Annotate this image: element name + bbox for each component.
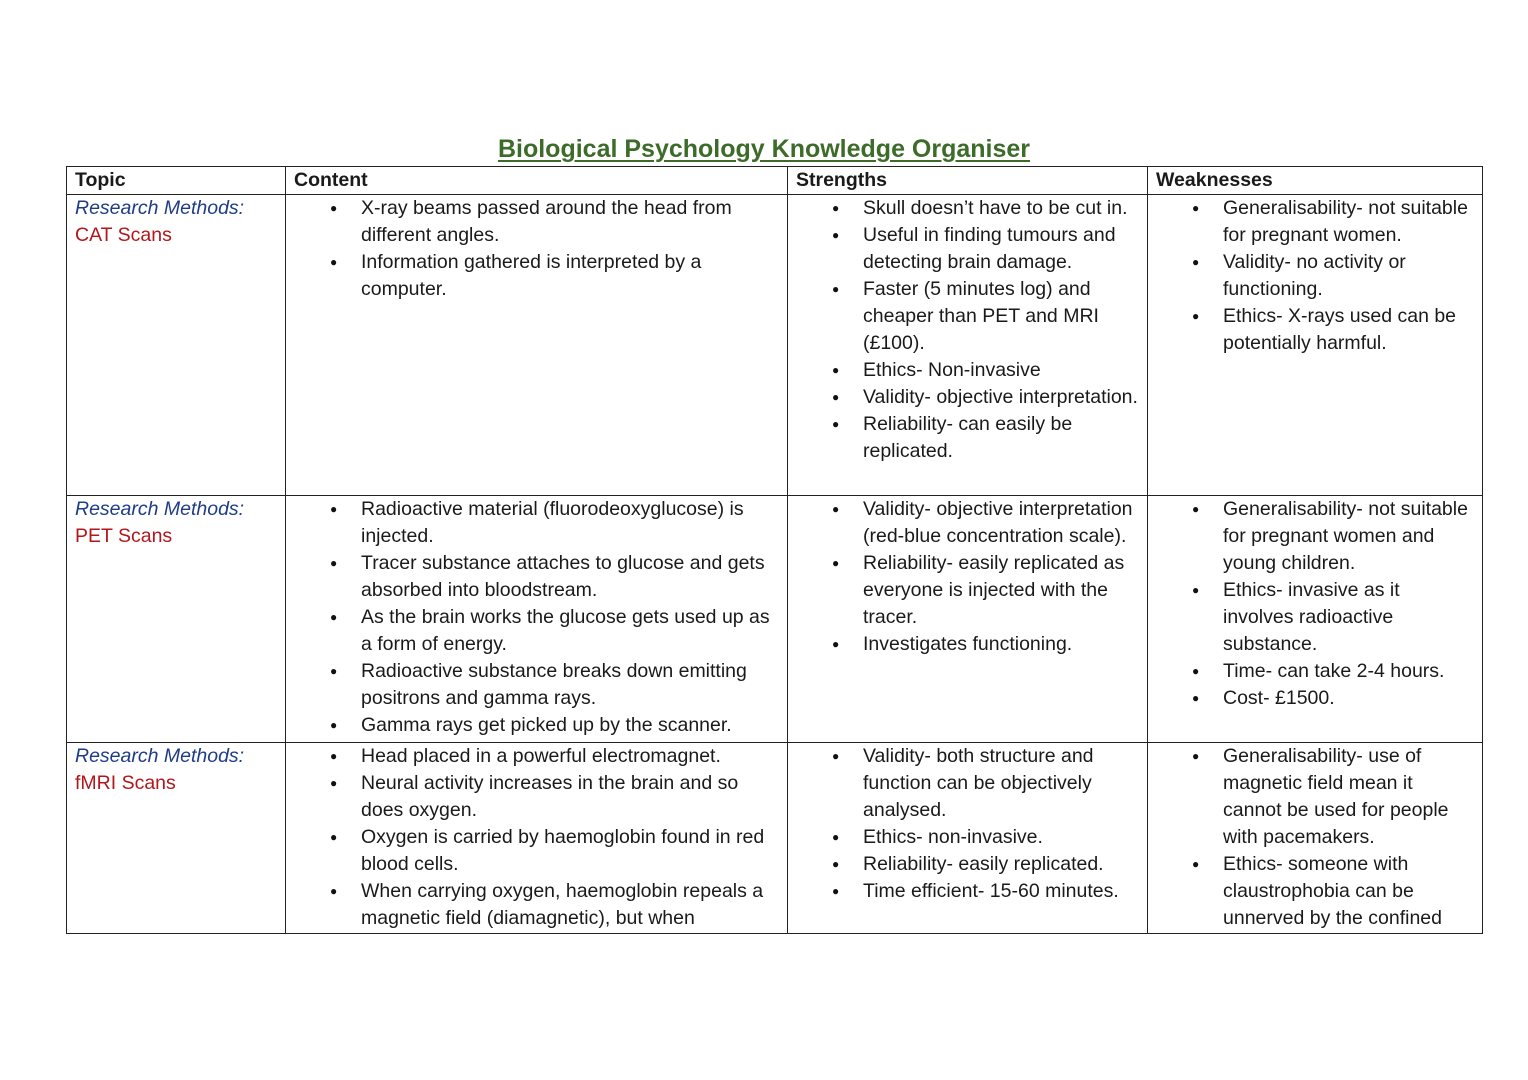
- page-title: Biological Psychology Knowledge Organiser: [497, 135, 1031, 163]
- list-item: ● Generalisability- not suitable for pregnant women.: [1156, 195, 1474, 249]
- content-cell: [286, 743, 788, 934]
- list-item: ● Ethics- non-invasive.: [796, 824, 1139, 851]
- strengths-cell: [788, 743, 1148, 934]
- content-cell: [286, 195, 788, 496]
- list-item: ● Information gathered is interpreted by a computer.: [294, 249, 779, 303]
- topic-label: Research Methods:: [75, 197, 245, 219]
- weaknesses-cell: [1148, 496, 1483, 743]
- list-item: ● Reliability- easily replicated.: [796, 851, 1139, 878]
- list-item: ● Ethics- invasive as it involves radioactive substance.: [1156, 577, 1474, 658]
- content-list: [294, 195, 779, 303]
- list-item: ● Generalisability- not suitable for pregnant women and young children.: [1156, 496, 1474, 577]
- topic-name: CAT Scans: [75, 224, 172, 246]
- topic-cell: [67, 743, 286, 934]
- header-strengths: Strengths: [788, 167, 1148, 195]
- list-item: ● Tracer substance attaches to glucose and gets absorbed into bloodstream.: [294, 550, 779, 604]
- strengths-list: [796, 195, 1139, 465]
- weaknesses-list: [1156, 496, 1474, 712]
- list-item: ● Ethics- Non-invasive: [796, 357, 1139, 384]
- topic-name: PET Scans: [75, 525, 173, 547]
- header-content: Content: [286, 167, 788, 195]
- knowledge-organiser-table: [66, 166, 1483, 934]
- list-item: ● Validity- both structure and function can be objectively analysed.: [796, 743, 1139, 824]
- list-item: ● As the brain works the glucose gets used up as a form of energy.: [294, 604, 779, 658]
- list-item: ● Radioactive material (fluorodeoxyglucose) is injected.: [294, 496, 779, 550]
- header-topic: Topic: [67, 167, 286, 195]
- strengths-list: [796, 743, 1139, 905]
- table-row: [67, 496, 1483, 743]
- strengths-list: [796, 496, 1139, 658]
- table-row: [67, 743, 1483, 934]
- weaknesses-cell: [1148, 195, 1483, 496]
- weaknesses-cell: [1148, 743, 1483, 934]
- list-item: ● When carrying oxygen, haemoglobin repeals a magnetic field (diamagnetic), but when: [294, 878, 779, 932]
- content-cell: [286, 496, 788, 743]
- list-item: ● Ethics- someone with claustrophobia can be unnerved by the confined: [1156, 851, 1474, 932]
- list-item: ● Faster (5 minutes log) and cheaper than PET and MRI (£100).: [796, 276, 1139, 357]
- list-item: ● Investigates functioning.: [796, 631, 1139, 658]
- list-item: ● Generalisability- use of magnetic field mean it cannot be used for people with pacemakers.: [1156, 743, 1474, 851]
- list-item: ● Time- can take 2-4 hours.: [1156, 658, 1474, 685]
- topic-label: Research Methods:: [75, 745, 245, 767]
- weaknesses-list: [1156, 195, 1474, 357]
- list-item: ● Head placed in a powerful electromagnet.: [294, 743, 779, 770]
- list-item: ● Ethics- X-rays used can be potentially harmful.: [1156, 303, 1474, 357]
- topic-label: Research Methods:: [75, 498, 245, 520]
- list-item: ● X-ray beams passed around the head from different angles.: [294, 195, 779, 249]
- header-row: [67, 167, 1483, 195]
- header-weaknesses: Weaknesses: [1148, 167, 1483, 195]
- list-item: ● Validity- objective interpretation.: [796, 384, 1139, 411]
- table-row: [67, 195, 1483, 496]
- list-item: ● Time efficient- 15-60 minutes.: [796, 878, 1139, 905]
- topic-cell: [67, 195, 286, 496]
- strengths-cell: [788, 496, 1148, 743]
- strengths-cell: [788, 195, 1148, 496]
- weaknesses-list: [1156, 743, 1474, 932]
- content-list: [294, 496, 779, 739]
- list-item: ● Gamma rays get picked up by the scanner.: [294, 712, 779, 739]
- list-item: ● Radioactive substance breaks down emitting positrons and gamma rays.: [294, 658, 779, 712]
- list-item: ● Validity- objective interpretation (red-blue concentration scale).: [796, 496, 1139, 550]
- list-item: ● Cost- £1500.: [1156, 685, 1474, 712]
- list-item: ● Reliability- can easily be replicated.: [796, 411, 1139, 465]
- topic-name: fMRI Scans: [75, 772, 176, 794]
- topic-cell: [67, 496, 286, 743]
- list-item: ● Skull doesn’t have to be cut in.: [796, 195, 1139, 222]
- list-item: ● Reliability- easily replicated as everyone is injected with the tracer.: [796, 550, 1139, 631]
- list-item: ● Neural activity increases in the brain and so does oxygen.: [294, 770, 779, 824]
- list-item: ● Validity- no activity or functioning.: [1156, 249, 1474, 303]
- list-item: ● Oxygen is carried by haemoglobin found in red blood cells.: [294, 824, 779, 878]
- content-list: [294, 743, 779, 932]
- list-item: ● Useful in finding tumours and detecting brain damage.: [796, 222, 1139, 276]
